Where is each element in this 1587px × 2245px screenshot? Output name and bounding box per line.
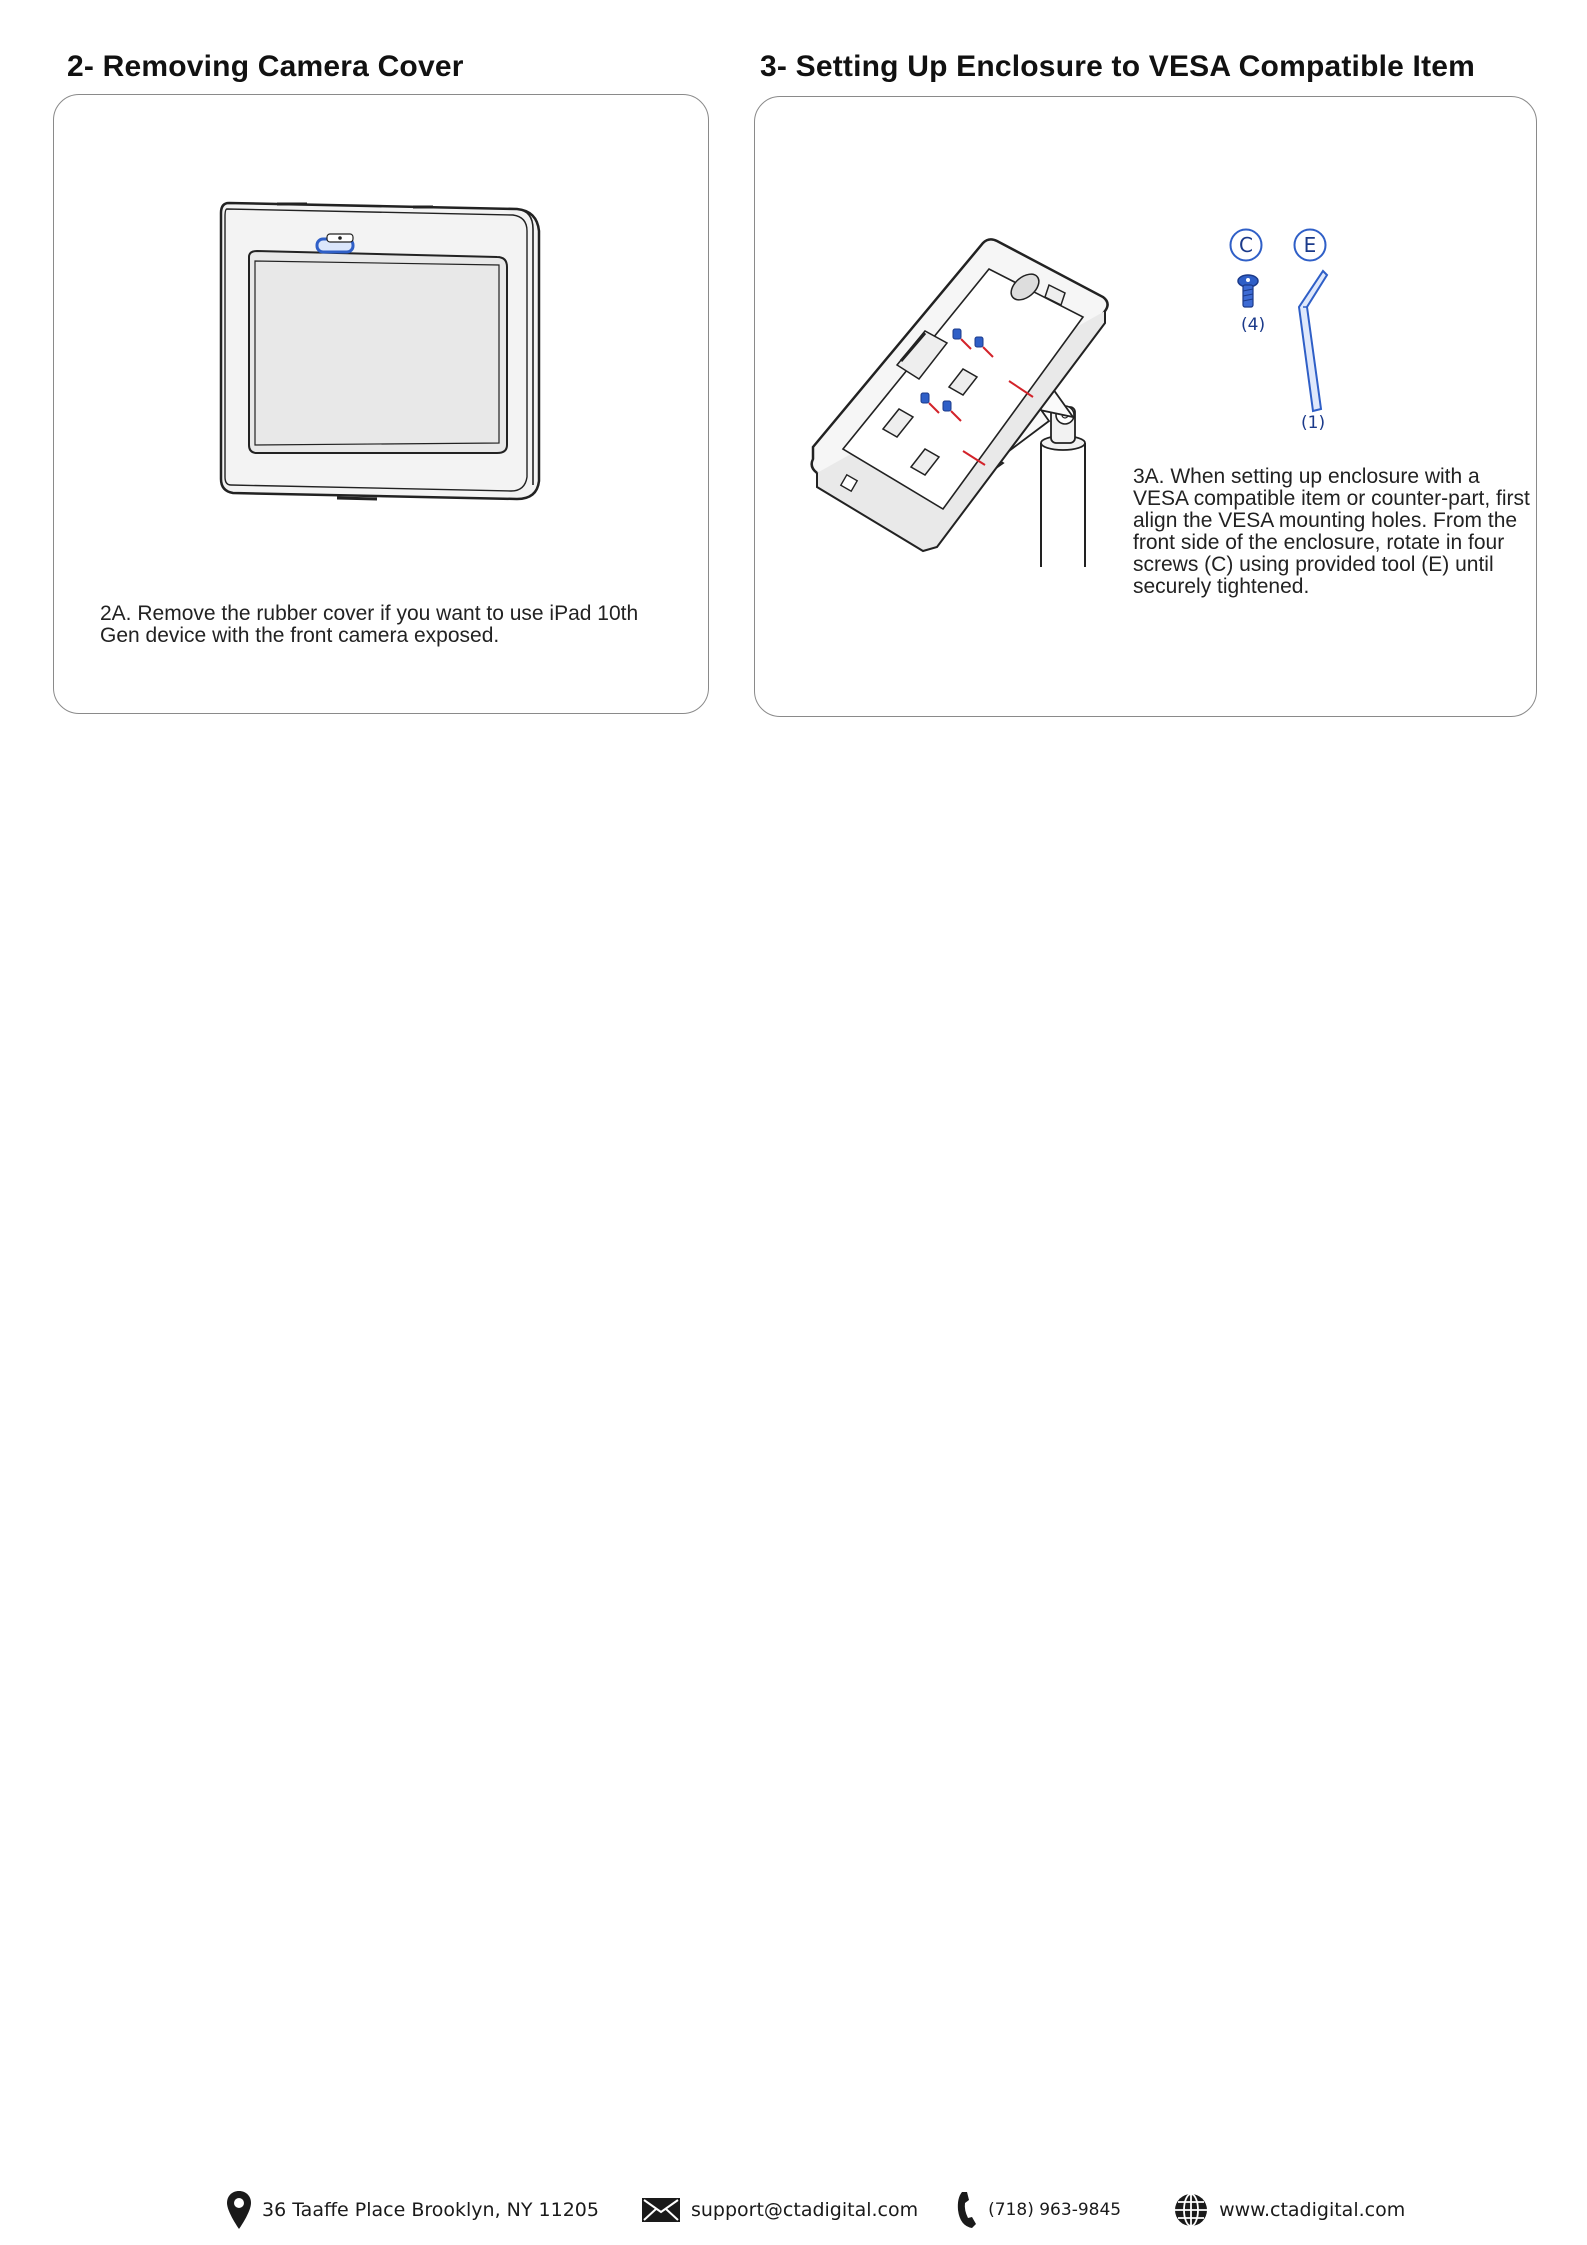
phone-icon	[956, 2190, 978, 2230]
tool-quantity-label: (1)	[1301, 413, 1326, 433]
website-link[interactable]: www.ctadigital.com	[1219, 2199, 1406, 2221]
email-link[interactable]: support@ctadigital.com	[690, 2199, 919, 2221]
vesa-mount-illustration	[803, 237, 1123, 567]
screw-quantity-label: (4)	[1241, 315, 1266, 335]
globe-icon	[1173, 2192, 1209, 2228]
location-pin-icon	[226, 2190, 252, 2230]
step-3a-text: 3A. When setting up enclosure with a VESA compatible item or counter-part, first align the VESA mounting holes. From the front side of the enclosure, rotate in four screws (C) using provided tool (E) until securely tightened.	[1133, 465, 1530, 598]
contact-footer	[226, 2188, 1405, 2232]
ipad-enclosure-illustration	[217, 195, 547, 505]
address-text: 36 Taaffe Place Brooklyn, NY 11205	[262, 2199, 599, 2221]
phone-text[interactable]: (718) 963-9845	[988, 2200, 1122, 2220]
svg-text:C: C	[1239, 233, 1253, 257]
step-2a-text: 2A. Remove the rubber cover if you want to use iPad 10th Gen device with the front camera exposed.	[100, 602, 639, 647]
part-c-marker-icon	[1228, 227, 1264, 263]
screw-icon	[1236, 273, 1260, 313]
section-3-title: 3- Setting Up Enclosure to VESA Compatible Item	[760, 50, 1476, 83]
part-e-marker-icon	[1292, 227, 1328, 263]
footer-website[interactable]	[1173, 2192, 1405, 2228]
footer-email[interactable]	[641, 2197, 918, 2223]
vesa-setup-panel	[754, 96, 1537, 717]
camera-cover-panel	[53, 94, 709, 714]
hex-key-icon	[1285, 267, 1335, 417]
section-2-title: 2- Removing Camera Cover	[67, 50, 464, 83]
footer-address	[226, 2190, 599, 2230]
envelope-icon	[641, 2197, 681, 2223]
svg-text:E: E	[1303, 233, 1317, 257]
footer-phone[interactable]	[956, 2190, 1121, 2230]
